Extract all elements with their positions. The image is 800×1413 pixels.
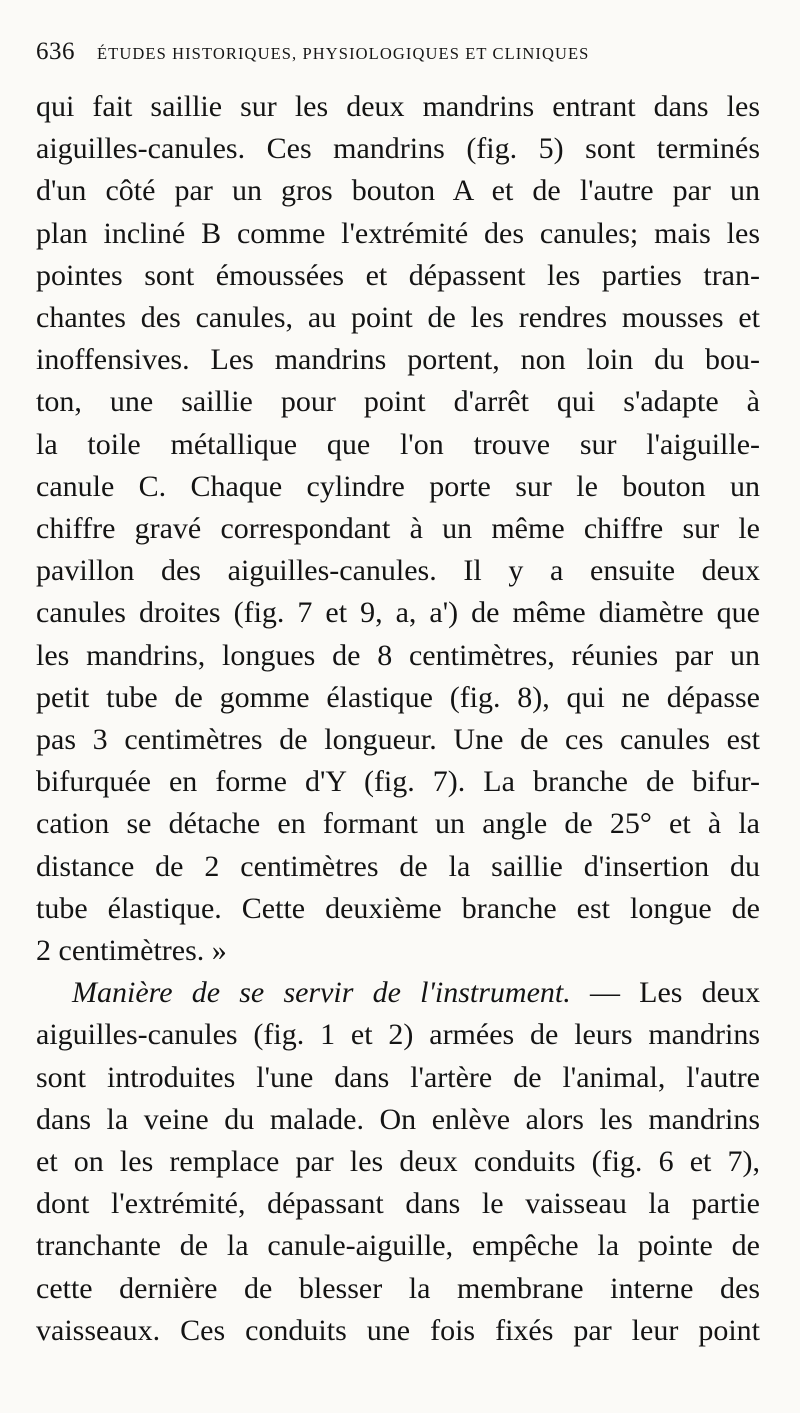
text-line: qui fait saillie sur les deux mandrins entrant dans les <box>36 90 760 123</box>
text-line: pas 3 centimètres de longueur. Une de ces canules est <box>36 723 760 757</box>
text-line: canules droites (fig. 7 et 9, a, a') de même diamètre que <box>36 596 760 630</box>
text-line: distance de 2 centimètres de la saillie d'insertion du <box>36 849 760 883</box>
text-line: la toile métallique que l'on trouve sur l'aiguille- <box>36 427 760 461</box>
text-line: cation se détache en formant un angle de 25° et à la <box>36 807 760 841</box>
text-line: les mandrins, longues de 8 centimètres, réunies par un <box>36 638 760 672</box>
text-line: vaisseaux. Ces conduits une fois fixés par leur point <box>36 1313 760 1347</box>
page-number: 636 <box>36 38 75 65</box>
body-text <box>36 86 760 1352</box>
running-title: ÉTUDES HISTORIQUES, PHYSIOLOGIQUES ET CLINIQUES <box>97 44 590 63</box>
text-line: inoffensives. Les mandrins portent, non loin du bou- <box>36 343 760 377</box>
text-line: canule C. Chaque cylindre porte sur le bouton un <box>36 469 760 503</box>
text-line: cette dernière de blesser la membrane interne des <box>36 1271 760 1305</box>
text-line: ton, une saillie pour point d'arrêt qui s'adapte à <box>36 385 760 419</box>
text-line: 2 centimètres. » <box>36 934 227 968</box>
text-line: dans la veine du malade. On enlève alors les mandrins <box>36 1102 760 1136</box>
running-head <box>36 38 760 82</box>
text-line: sont introduites l'une dans l'artère de l'animal, l'autre <box>36 1060 760 1094</box>
text-line: petit tube de gomme élastique (fig. 8), qui ne dépasse <box>36 680 760 714</box>
text-line: tube élastique. Cette deuxième branche est longue de <box>36 891 760 925</box>
text-line: chantes des canules, au point de les rendres mousses et <box>36 301 760 335</box>
text-line: aiguilles-canules. Ces mandrins (fig. 5) sont terminés <box>36 132 760 166</box>
text-line: pavillon des aiguilles-canules. Il y a ensuite deux <box>36 554 760 588</box>
text-line: et on les remplace par les deux conduits (fig. 6 et 7), <box>36 1145 760 1179</box>
text-line: Manière de se servir de l'instrument. — Les deux <box>72 976 760 1010</box>
text-line: tranchante de la canule-aiguille, empêche la pointe de <box>36 1229 760 1263</box>
text-line: plan incliné B comme l'extrémité des canules; mais les <box>36 216 760 250</box>
text-line: aiguilles-canules (fig. 1 et 2) armées de leurs mandrins <box>36 1018 760 1052</box>
text-line: d'un côté par un gros bouton A et de l'autre par un <box>36 174 760 208</box>
text-line: bifurquée en forme d'Y (fig. 7). La branche de bifur- <box>36 765 760 799</box>
text-line: pointes sont émoussées et dépassent les parties tran- <box>36 258 760 292</box>
text-line: chiffre gravé correspondant à un même chiffre sur le <box>36 512 760 546</box>
text-line: dont l'extrémité, dépassant dans le vaisseau la partie <box>36 1187 760 1221</box>
